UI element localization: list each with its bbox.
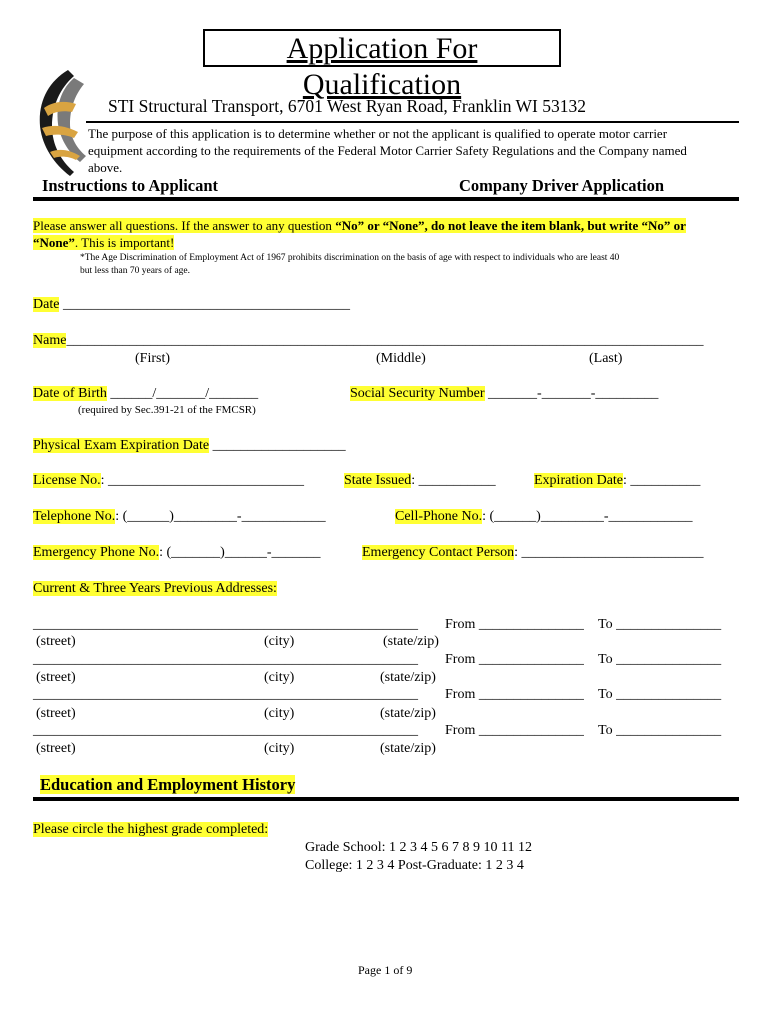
instructions-heading: Instructions to Applicant (42, 176, 219, 195)
address-to[interactable]: To _______________ (598, 652, 722, 667)
date-field[interactable] (33, 296, 350, 313)
circle-grade-label: Please circle the highest grade completed: (33, 822, 269, 837)
cell-phone-field[interactable] (395, 508, 693, 525)
grade-school-options[interactable]: Grade School: 1 2 3 4 5 6 7 8 9 10 11 12 (305, 840, 532, 855)
physical-exam-label: Physical Exam Expiration Date (33, 438, 210, 453)
education-heading: Education and Employment History (40, 775, 296, 794)
dob-field[interactable] (33, 385, 258, 402)
address-from[interactable]: From _______________ (445, 723, 584, 738)
purpose-line-2: equipment according to the requirements of the Federal Motor Carrier Safety Regulations and the Company named (88, 143, 687, 158)
date-line[interactable]: _________________________________________ (62, 297, 350, 312)
emergency-phone-line[interactable]: : (_______)______-_______ (159, 545, 321, 560)
name-middle-caption: (Middle) (376, 351, 426, 366)
city-caption: (city) (264, 706, 295, 721)
expiration-date-label: Expiration Date (534, 473, 624, 488)
name-label: Name (33, 333, 67, 348)
street-caption: (street) (36, 741, 76, 756)
physical-exam-line[interactable]: ___________________ (212, 438, 346, 453)
page-title: Application For Qualification (286, 32, 478, 101)
address-to[interactable]: To _______________ (598, 687, 722, 702)
telephone-label: Telephone No. (33, 509, 116, 524)
address-line[interactable]: _______________________________________________________ (33, 652, 418, 667)
education-rule (33, 797, 739, 801)
expiration-date-line[interactable]: : __________ (623, 473, 701, 488)
college-options[interactable]: College: 1 2 3 4 Post-Graduate: 1 2 3 4 (305, 858, 524, 873)
street-caption: (street) (36, 670, 76, 685)
ssn-line[interactable]: _______-_______-_________ (488, 386, 659, 401)
address-line[interactable]: _______________________________________________________ (33, 687, 418, 702)
state-issued-field[interactable] (344, 472, 496, 489)
street-caption: (street) (36, 634, 76, 649)
age-note-line-2: but less than 70 years of age. (80, 266, 191, 276)
title-box (203, 29, 561, 101)
street-caption: (street) (36, 706, 76, 721)
emergency-contact-field[interactable] (362, 544, 704, 561)
emergency-phone-field[interactable] (33, 544, 321, 561)
name-line[interactable]: ___________________________________________________________________________________________ (66, 333, 704, 348)
city-caption: (city) (264, 634, 295, 649)
statezip-caption: (state/zip) (383, 634, 439, 649)
dob-line[interactable]: ______/_______/_______ (110, 386, 259, 401)
cell-phone-label: Cell-Phone No. (395, 509, 483, 524)
emergency-contact-label: Emergency Contact Person (362, 545, 515, 560)
telephone-field[interactable] (33, 508, 326, 525)
license-field[interactable] (33, 472, 304, 489)
address-from[interactable]: From _______________ (445, 652, 584, 667)
address-to[interactable]: To _______________ (598, 617, 722, 632)
expiration-date-field[interactable] (534, 472, 700, 489)
header-rule (86, 121, 739, 123)
instructions-line-1: Please answer all questions. If the answer to any question “No” or “None”, do not leave the item blank, but write “No” or (33, 218, 686, 233)
application-type: Company Driver Application (459, 176, 665, 195)
ssn-field[interactable] (350, 385, 658, 402)
instructions-line-2: “None”. This is important! (33, 235, 175, 250)
name-field[interactable] (33, 332, 703, 349)
age-note-line-1: *The Age Discrimination of Employment Act of 1967 prohibits discrimination on the basis of age with respect to individuals who are least 40 (80, 253, 620, 263)
name-first-caption: (First) (135, 351, 170, 366)
section-rule (33, 197, 739, 201)
page-number: Page 1 of 9 (358, 963, 413, 977)
city-caption: (city) (264, 670, 295, 685)
cell-phone-line[interactable]: : (______)_________-____________ (482, 509, 693, 524)
addresses-label: Current & Three Years Previous Addresses: (33, 581, 277, 596)
purpose-line-1: The purpose of this application is to determine whether or not the applicant is qualified to operate motor carrier (88, 126, 668, 141)
address-line[interactable]: _______________________________________________________ (33, 723, 418, 738)
city-caption: (city) (264, 741, 295, 756)
purpose-line-3: above. (88, 160, 123, 175)
state-issued-line[interactable]: : ___________ (411, 473, 496, 488)
dob-note: (required by Sec.391-21 of the FMCSR) (78, 404, 256, 416)
address-from[interactable]: From _______________ (445, 617, 584, 632)
physical-exam-field[interactable] (33, 437, 346, 454)
statezip-caption: (state/zip) (380, 741, 436, 756)
company-logo (30, 68, 90, 180)
ssn-label: Social Security Number (350, 386, 485, 401)
name-last-caption: (Last) (589, 351, 623, 366)
telephone-line[interactable]: : (______)_________-____________ (115, 509, 326, 524)
license-label: License No. (33, 473, 101, 488)
address-line[interactable]: _______________________________________________________ (33, 617, 418, 632)
statezip-caption: (state/zip) (380, 706, 436, 721)
address-to[interactable]: To _______________ (598, 723, 722, 738)
emergency-contact-line[interactable]: : __________________________ (514, 545, 704, 560)
license-line[interactable]: : ____________________________ (100, 473, 305, 488)
date-label: Date (33, 297, 60, 312)
emergency-phone-label: Emergency Phone No. (33, 545, 160, 560)
state-issued-label: State Issued (344, 473, 412, 488)
statezip-caption: (state/zip) (380, 670, 436, 685)
address-from[interactable]: From _______________ (445, 687, 584, 702)
dob-label: Date of Birth (33, 386, 107, 401)
company-address: STI Structural Transport, 6701 West Ryan Road, Franklin WI 53132 (108, 96, 586, 116)
